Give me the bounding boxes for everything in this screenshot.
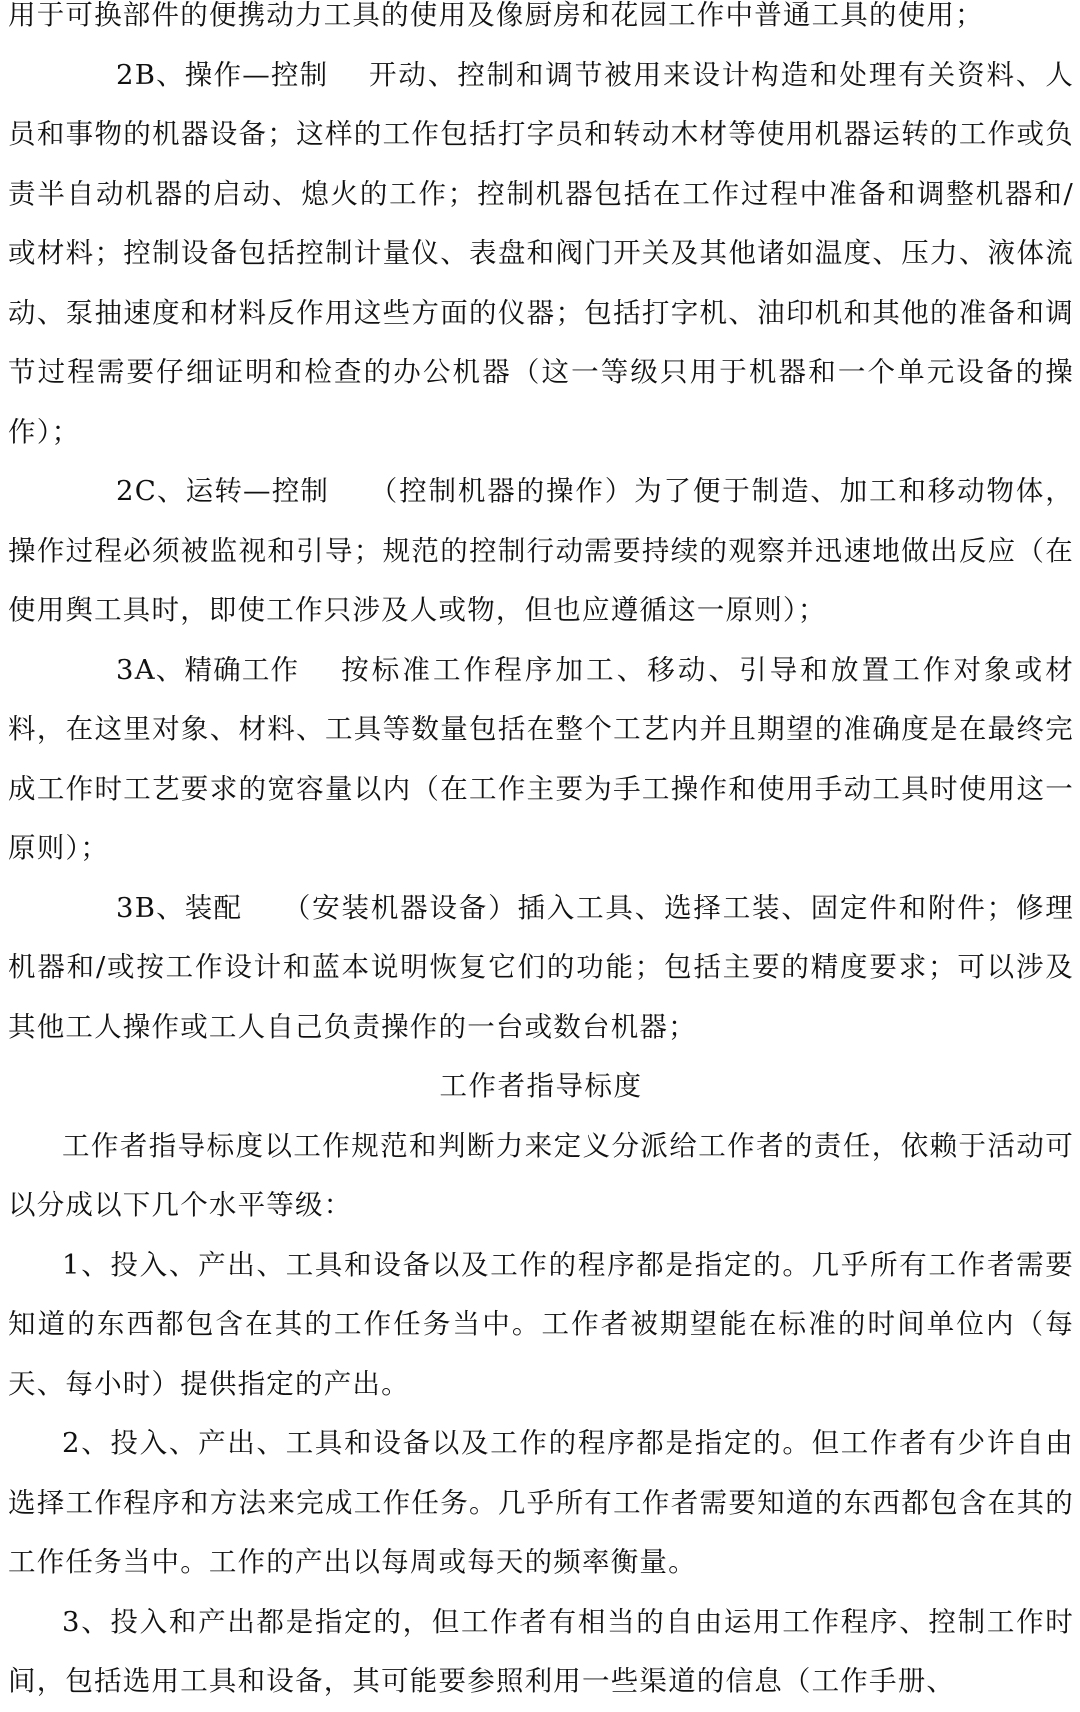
section-intro-paragraph: 工作者指导标度以工作规范和判断力来定义分派给工作者的责任，依赖于活动可以分成以下几个水平等级： [8, 1129, 1074, 1221]
paragraph-text: （安装机器设备）插入工具、选择工装、固定件和附件；修理机器和/或按工作设计和蓝本说明恢复它们的功能；包括主要的精度要求；可以涉及其他工人操作或工人自己负责操作的一台或数台机器； [8, 891, 1074, 1043]
paragraph-3a [8, 641, 1074, 879]
paragraph-text: （控制机器的操作）为了便于制造、加工和移动物体，操作过程必须被监视和引导；规范的控制行动需要持续的观察并迅速地做出反应（在使用舆工具时，即使工作只涉及人或物，但也应遵循这一原则）； [8, 475, 1074, 626]
level-2-paragraph: 2、投入、产出、工具和设备以及工作的程序都是指定的。但工作者有少许自由选择工作程序和方法来完成工作任务。几乎所有工作者需要知道的东西都包含在其的工作任务当中。工作的产出以每周或每天的频率衡量。 [8, 1427, 1074, 1578]
paragraph-3b [8, 879, 1074, 1058]
term-label: 2C、运转—控制 [116, 475, 330, 507]
term-label: 3A、精确工作 [116, 653, 300, 686]
level-3-paragraph: 3、投入和产出都是指定的，但工作者有相当的自由运用工作程序、控制工作时间，包括选用工具和设备，其可能要参照利用一些渠道的信息（工作手册、 [8, 1605, 1074, 1697]
paragraph-2c [8, 462, 1074, 641]
paragraph-continuation [8, 0, 1074, 46]
paragraph-2b [8, 46, 1074, 463]
section-heading: 工作者指导标度 [439, 1070, 643, 1102]
paragraph-text: 按标准工作程序加工、移动、引导和放置工作对象或材料，在这里对象、材料、工具等数量包括在整个工艺内并且期望的准确度是在最终完成工作时工艺要求的宽容量以内（在工作主要为手工操作和使用手动工具时使用这一原则）； [8, 653, 1074, 864]
paragraph-text: 用于可换部件的便携动力工具的使用及像厨房和花园工作中普通工具的使用； [8, 0, 984, 31]
paragraph-text: 开动、控制和调节被用来设计构造和处理有关资料、人员和事物的机器设备；这样的工作包括打字员和转动木材等使用机器运转的工作或负责半自动机器的启动、熄火的工作；控制机器包括在工作过程中准备和调整机器和/或材料；控制设备包括控制计量仪、表盘和阀门开关及其他诸如温度、压力、液体流动、泵抽速度和材料反作用这些方面的仪器；包括打字机、油印机和其他的准备和调节过程需要仔细证明和检查的办公机器（这一等级只用于机器和一个单元设备的操作）； [8, 58, 1074, 448]
level-1-paragraph: 1、投入、产出、工具和设备以及工作的程序都是指定的。几乎所有工作者需要知道的东西都包含在其的工作任务当中。工作者被期望能在标准的时间单位内（每天、每小时）提供指定的产出。 [8, 1248, 1074, 1400]
term-label: 3B、装配 [116, 891, 243, 924]
term-label: 2B、操作—控制 [116, 58, 329, 91]
